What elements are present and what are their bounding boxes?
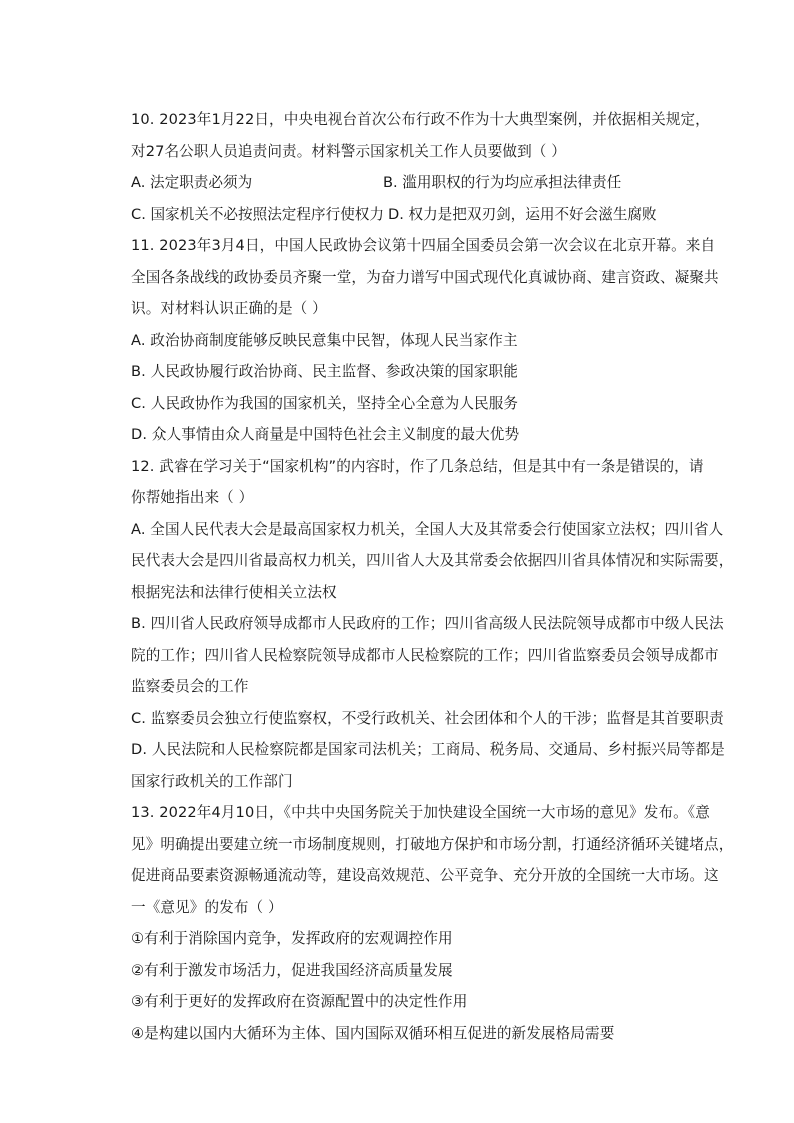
question-12-option-d-line-1: D. 人民法院和人民检察院都是国家司法机关；工商局、税务局、交通局、乡村振兴局等都是 <box>131 741 725 758</box>
question-10-option-a: A. 法定职责必须为 <box>131 174 253 191</box>
question-11-option-a: A. 政治协商制度能够反映民意集中民智，体现人民当家作主 <box>131 331 518 349</box>
question-13-stem-line-2: 见》明确提出要建立统一市场制度规则，打破地方保护和市场分割，打通经济循环关键堵点， <box>131 835 734 853</box>
question-12-option-b-line-3: 监察委员会的工作 <box>131 678 249 695</box>
question-12-option-b-line-1: B. 四川省人民政府领导成都市人民政府的工作；四川省高级人民法院领导成都市中级人民法 <box>131 615 724 632</box>
question-11-stem-line-2: 全国各条战线的政协委员齐聚一堂，为奋力谱写中国式现代化真诚协商、建言资政、凝聚共 <box>131 268 719 286</box>
question-13-statement-3: ③有利于更好的发挥政府在资源配置中的决定性作用 <box>131 993 468 1010</box>
question-13-stem-line-4: 一《意见》的发布（ ） <box>131 898 283 916</box>
question-10-option-c: C. 国家机关不必按照法定程序行使权力 <box>131 205 384 223</box>
question-12-stem-line-2: 你帮她指出来（ ） <box>131 489 254 506</box>
question-12 <box>131 451 734 798</box>
question-12-option-b-line-2: 院的工作；四川省人民检察院领导成都市人民检察院的工作；四川省监察委员会领导成都市 <box>131 646 719 664</box>
question-12-stem-line-1: 12. 武睿在学习关于“国家机构”的内容时，作了几条总结，但是其中有一条是错误的，请 <box>131 457 704 475</box>
question-12-option-c: C. 监察委员会独立行使监察权，不受行政机关、社会团体和个人的干涉；监督是其首要职责 <box>131 709 724 727</box>
question-11-option-b: B. 人民政协履行政治协商、民主监督、参政决策的国家职能 <box>131 363 518 380</box>
question-11-option-c: C. 人民政协作为我国的国家机关，坚持全心全意为人民服务 <box>131 394 519 412</box>
question-10-stem-line-1: 10. 2023年1月22日，中央电视台首次公布行政不作为十大典型案例，并依据相关规定， <box>131 111 710 128</box>
question-13-statement-1: ①有利于消除国内竞争，发挥政府的宏观调控作用 <box>131 930 453 947</box>
question-10-options-row-1 <box>131 167 671 199</box>
question-11-stem-line-3: 识。对材料认识正确的是（ ） <box>131 300 327 317</box>
question-10-stem-line-2: 对27名公职人员追责问责。材料警示国家机关工作人员要做到（ ） <box>131 142 566 160</box>
question-13 <box>131 797 734 1049</box>
question-12-option-a-line-3: 根据宪法和法律行使相关立法权 <box>131 583 337 601</box>
question-13-statement-4: ④是构建以国内大循环为主体、国内国际双循环相互促进的新发展格局需要 <box>131 1024 615 1042</box>
question-10-option-d: D. 权力是把双刃剑，运用不好会滋生腐败 <box>387 205 657 223</box>
question-13-statement-2: ②有利于激发市场活力，促进我国经济高质量发展 <box>131 961 453 979</box>
question-11-option-d: D. 众人事情由众人商量是中国特色社会主义制度的最大优势 <box>131 426 520 443</box>
question-list <box>131 104 734 1049</box>
question-11 <box>131 230 719 451</box>
question-13-stem-line-1: 13. 2022年4月10日，《中共中央国务院关于加快建设全国统一大市场的意见》发布。《意 <box>131 804 710 821</box>
question-10-option-b: B. 滥用职权的行为均应承担法律责任 <box>383 174 622 191</box>
question-10-options-row-2 <box>131 199 671 231</box>
question-12-option-a-line-1: A. 全国人民代表大会是最高国家权力机关，全国人大及其常委会行使国家立法权；四川省人 <box>131 520 724 538</box>
question-12-option-a-line-2: 民代表大会是四川省最高权力机关，四川省人大及其常委会依据四川省具体情况和实际需要， <box>131 552 734 569</box>
question-10 <box>131 104 710 230</box>
question-12-option-d-line-2: 国家行政机关的工作部门 <box>131 772 293 790</box>
question-11-stem-line-1: 11. 2023年3月4日，中国人民政协会议第十四届全国委员会第一次会议在北京开幕。来自 <box>131 237 716 254</box>
question-13-stem-line-3: 促进商品要素资源畅通流动等，建设高效规范、公平竞争、充分开放的全国统一大市场。这 <box>131 867 719 884</box>
